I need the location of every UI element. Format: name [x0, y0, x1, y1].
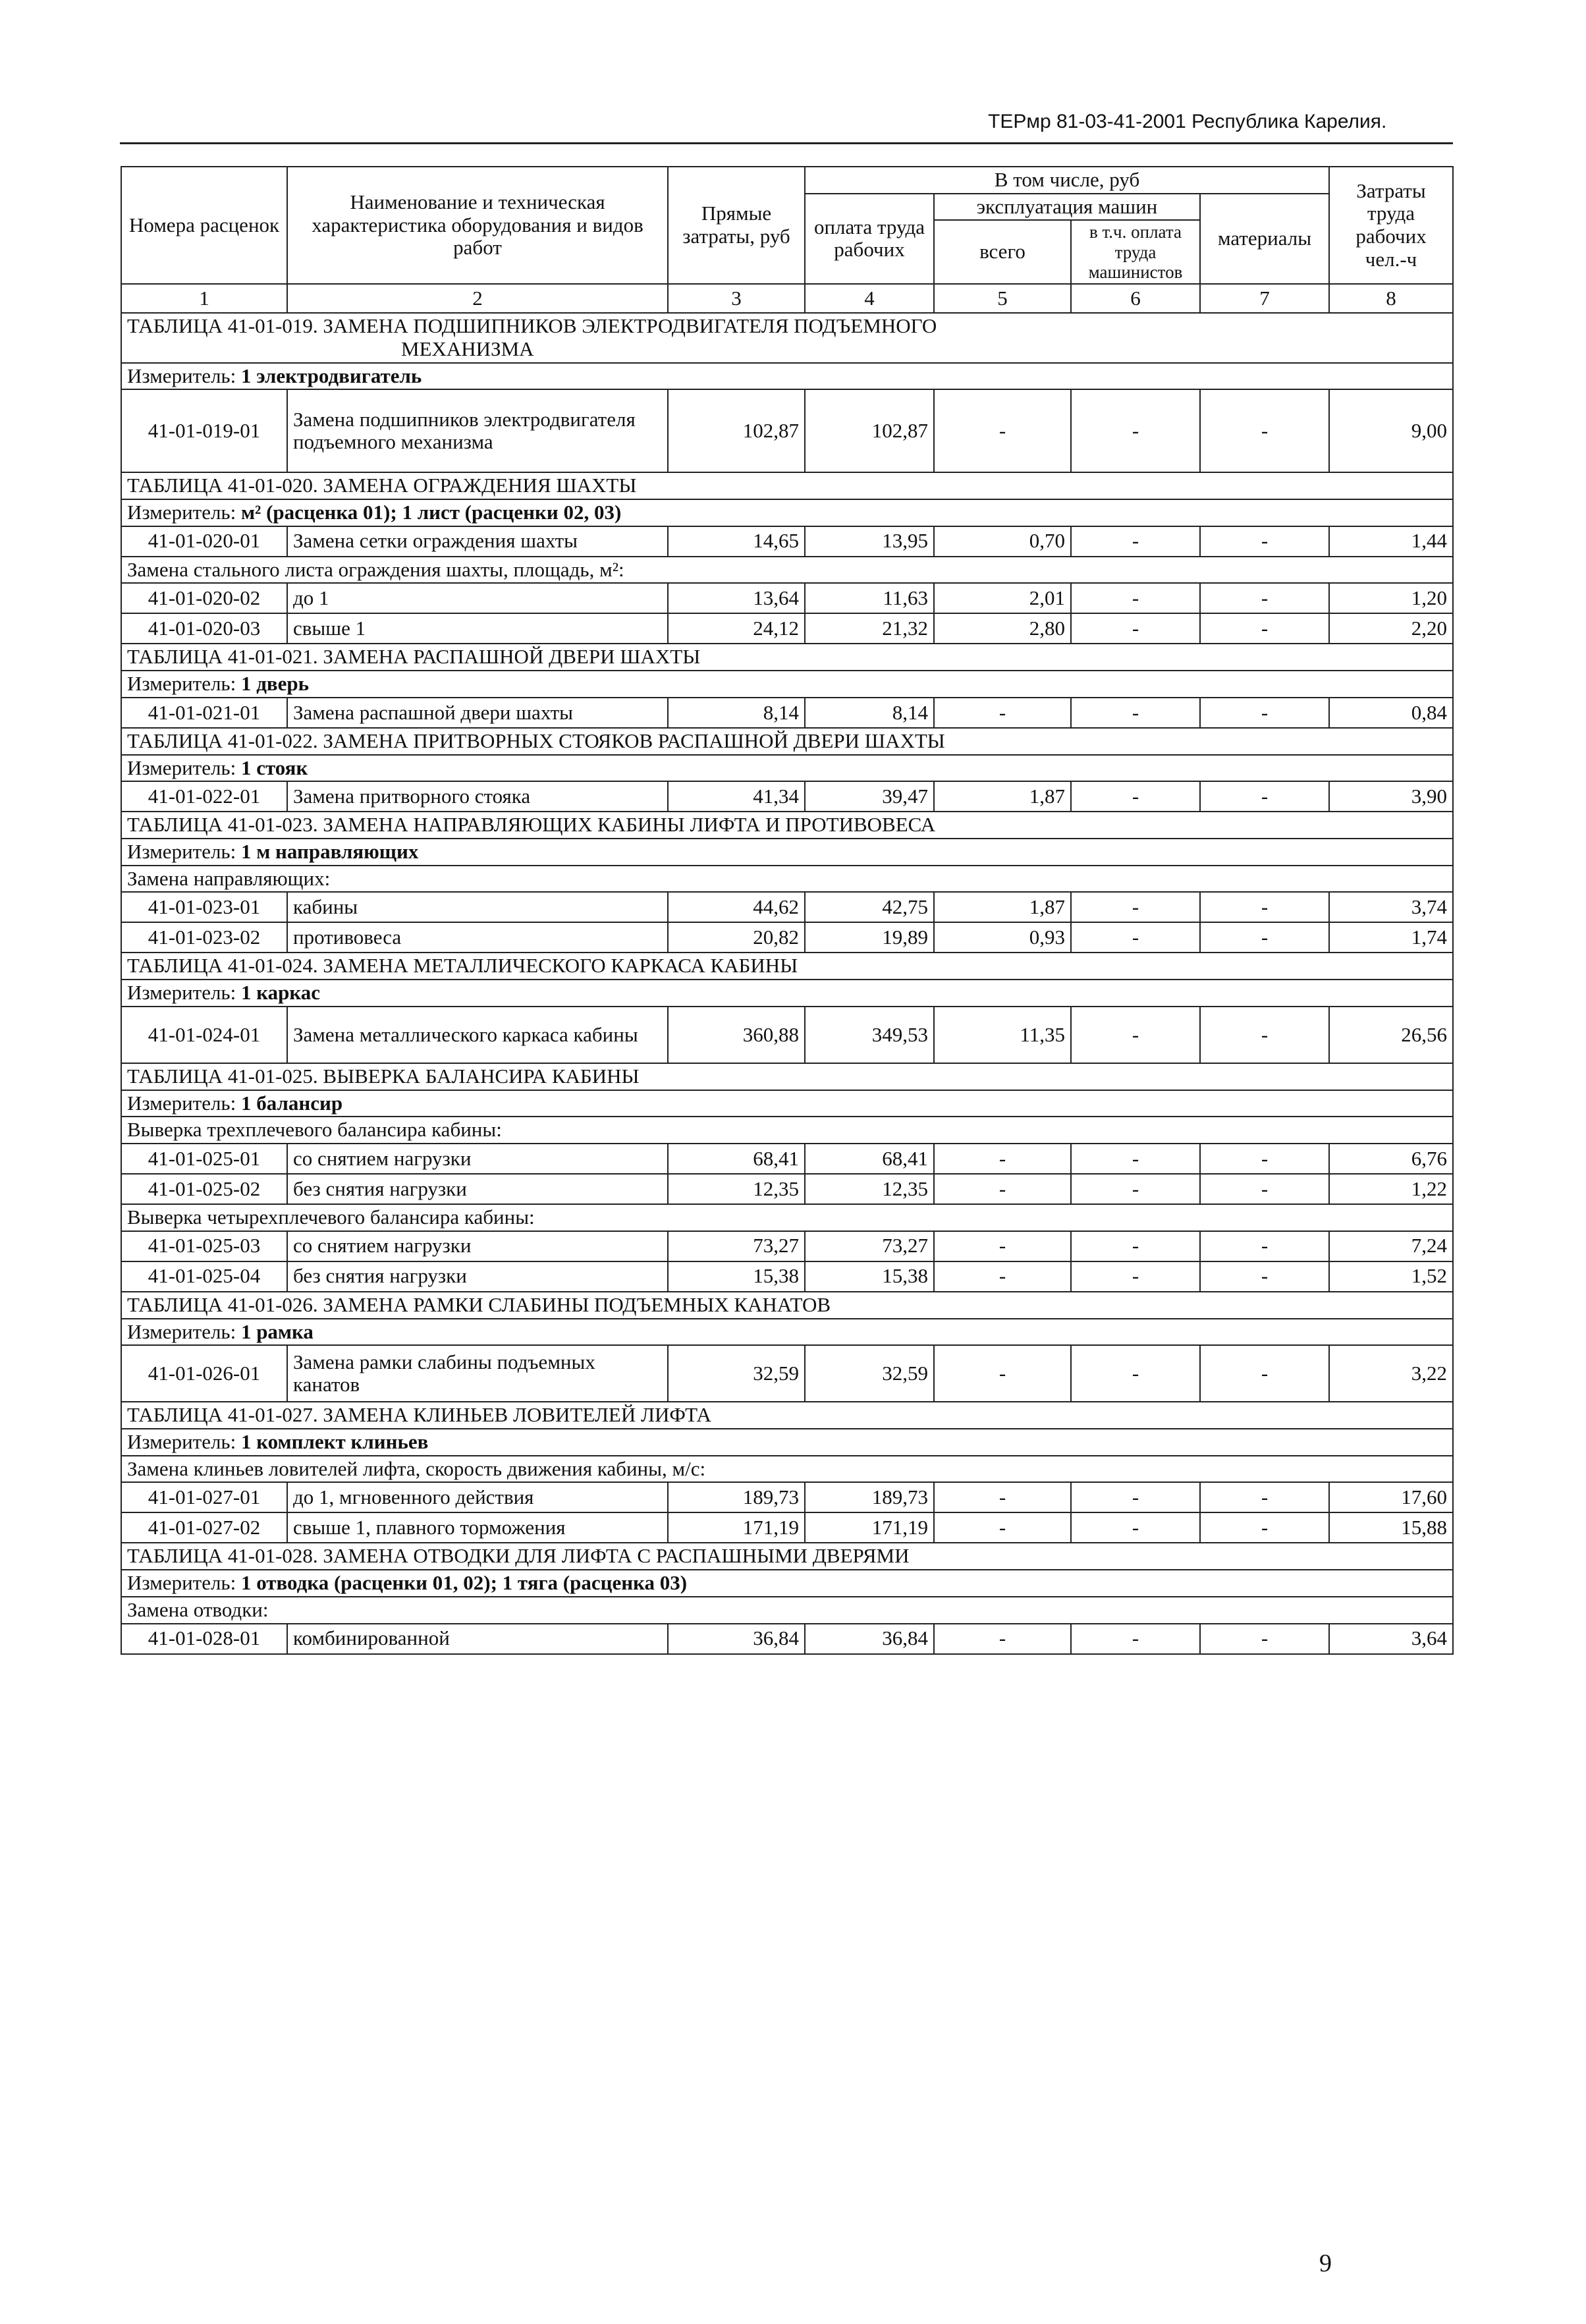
unit-value: 1 м направляющих — [240, 840, 419, 864]
unit-cell — [121, 1090, 1453, 1117]
table-title — [121, 1402, 1453, 1429]
col-header-hours: Затраты труда рабочих чел.-ч — [1329, 167, 1453, 284]
machines-cost: 0,93 — [934, 922, 1071, 953]
table-title-line: ТАБЛИЦА 41-01-022. ЗАМЕНА ПРИТВОРНЫХ СТОЯКОВ РАСПАШНОЙ ДВЕРИ ШАХТЫ — [127, 729, 945, 752]
table-row — [121, 1007, 1453, 1063]
labor-cost: 15,38 — [805, 1261, 934, 1292]
labor-hours: 0,84 — [1329, 698, 1453, 728]
table-row — [121, 1174, 1453, 1204]
machinists-cost: - — [1071, 583, 1200, 613]
machines-cost: - — [934, 1174, 1071, 1204]
labor-cost: 68,41 — [805, 1144, 934, 1174]
unit-row — [121, 1090, 1453, 1117]
machines-cost: - — [934, 389, 1071, 472]
table-title-row — [121, 1063, 1453, 1090]
table-title — [121, 1543, 1453, 1570]
machinists-cost: - — [1071, 1007, 1200, 1063]
table-row — [121, 1144, 1453, 1174]
unit-value: 1 отводка (расценки 01, 02); 1 тяга (расценка 03) — [240, 1571, 688, 1595]
subsection-row — [121, 1456, 1453, 1483]
table-title-line: ТАБЛИЦА 41-01-023. ЗАМЕНА НАПРАВЛЯЮЩИХ КАБИНЫ ЛИФТА И ПРОТИВОВЕСА — [127, 813, 936, 837]
machines-cost: - — [934, 1345, 1071, 1402]
subsection-title: Замена клиньев ловителей лифта, скорость движения кабины, м/с: — [121, 1456, 1453, 1483]
table-row — [121, 1482, 1453, 1512]
subsection-title: Замена направляющих: — [121, 866, 1453, 893]
labor-cost: 39,47 — [805, 781, 934, 812]
materials-cost: - — [1200, 698, 1329, 728]
table-title — [121, 1292, 1453, 1319]
rate-code: 41-01-027-01 — [121, 1482, 287, 1512]
work-name: Замена сетки ограждения шахты — [287, 526, 668, 557]
col-number: 5 — [934, 284, 1071, 313]
labor-cost: 21,32 — [805, 613, 934, 644]
rate-code: 41-01-025-03 — [121, 1231, 287, 1261]
unit-cell — [121, 671, 1453, 698]
work-name: противовеса — [287, 922, 668, 953]
subsection-row — [121, 1204, 1453, 1231]
direct-cost: 189,73 — [668, 1482, 805, 1512]
table-title — [121, 644, 1453, 671]
direct-cost: 13,64 — [668, 583, 805, 613]
table-row — [121, 781, 1453, 812]
unit-cell — [121, 499, 1453, 526]
col-header-machines: эксплуатация машин — [934, 194, 1200, 221]
materials-cost: - — [1200, 526, 1329, 557]
col-header-incl: В том числе, руб — [805, 167, 1329, 194]
table-title-row — [121, 313, 1453, 362]
labor-hours: 17,60 — [1329, 1482, 1453, 1512]
machinists-cost: - — [1071, 1624, 1200, 1654]
machinists-cost: - — [1071, 892, 1200, 922]
subsection-title: Выверка трехплечевого балансира кабины: — [121, 1117, 1453, 1144]
table-title-row — [121, 953, 1453, 980]
table-title-line: ТАБЛИЦА 41-01-019. ЗАМЕНА ПОДШИПНИКОВ ЭЛЕКТРОДВИГАТЕЛЯ ПОДЪЕМНОГО — [127, 314, 937, 338]
rate-code: 41-01-019-01 — [121, 389, 287, 472]
unit-label: Измеритель: — [127, 501, 236, 524]
col-header-labor: оплата труда рабочих — [805, 194, 934, 284]
direct-cost: 24,12 — [668, 613, 805, 644]
unit-label: Измеритель: — [127, 1091, 236, 1115]
table-row — [121, 583, 1453, 613]
labor-cost: 73,27 — [805, 1231, 934, 1261]
machinists-cost: - — [1071, 613, 1200, 644]
table-row — [121, 1231, 1453, 1261]
direct-cost: 44,62 — [668, 892, 805, 922]
work-name: без снятия нагрузки — [287, 1261, 668, 1292]
header-rule — [120, 142, 1453, 144]
labor-hours: 2,20 — [1329, 613, 1453, 644]
subsection-title: Замена отводки: — [121, 1597, 1453, 1624]
col-number: 7 — [1200, 284, 1329, 313]
unit-cell — [121, 1429, 1453, 1456]
rate-code: 41-01-020-02 — [121, 583, 287, 613]
work-name: Замена распашной двери шахты — [287, 698, 668, 728]
rates-table — [121, 166, 1454, 1655]
labor-cost: 19,89 — [805, 922, 934, 953]
direct-cost: 102,87 — [668, 389, 805, 472]
materials-cost: - — [1200, 389, 1329, 472]
labor-hours: 3,64 — [1329, 1624, 1453, 1654]
unit-value: 1 стояк — [240, 756, 308, 779]
work-name: до 1 — [287, 583, 668, 613]
direct-cost: 73,27 — [668, 1231, 805, 1261]
col-number: 1 — [121, 284, 287, 313]
labor-hours: 3,74 — [1329, 892, 1453, 922]
table-title-line: ТАБЛИЦА 41-01-020. ЗАМЕНА ОГРАЖДЕНИЯ ШАХТЫ — [127, 474, 637, 497]
work-name: Замена металлического каркаса кабины — [287, 1007, 668, 1063]
unit-value: 1 электродвигатель — [240, 364, 422, 387]
table-title — [121, 728, 1453, 755]
labor-hours: 1,22 — [1329, 1174, 1453, 1204]
table-row — [121, 892, 1453, 922]
machines-cost: - — [934, 1624, 1071, 1654]
table-title-line: ТАБЛИЦА 41-01-027. ЗАМЕНА КЛИНЬЕВ ЛОВИТЕЛЕЙ ЛИФТА — [127, 1403, 711, 1427]
subsection-title: Замена стального листа ограждения шахты, площадь, м²: — [121, 557, 1453, 584]
labor-hours: 3,22 — [1329, 1345, 1453, 1402]
work-name: со снятием нагрузки — [287, 1144, 668, 1174]
table-title — [121, 953, 1453, 980]
labor-cost: 12,35 — [805, 1174, 934, 1204]
table-title-row — [121, 644, 1453, 671]
labor-cost: 349,53 — [805, 1007, 934, 1063]
rate-code: 41-01-022-01 — [121, 781, 287, 812]
unit-label: Измеритель: — [127, 364, 236, 387]
unit-value: 1 балансир — [240, 1091, 343, 1115]
subsection-row — [121, 557, 1453, 584]
unit-cell — [121, 1570, 1453, 1597]
materials-cost: - — [1200, 922, 1329, 953]
labor-hours: 1,74 — [1329, 922, 1453, 953]
machinists-cost: - — [1071, 1231, 1200, 1261]
machinists-cost: - — [1071, 1482, 1200, 1512]
direct-cost: 36,84 — [668, 1624, 805, 1654]
table-title — [121, 1063, 1453, 1090]
unit-row — [121, 1319, 1453, 1346]
rate-code: 41-01-023-02 — [121, 922, 287, 953]
direct-cost: 68,41 — [668, 1144, 805, 1174]
labor-cost: 36,84 — [805, 1624, 934, 1654]
unit-row — [121, 363, 1453, 390]
materials-cost: - — [1200, 781, 1329, 812]
unit-label: Измеритель: — [127, 756, 236, 779]
unit-row — [121, 839, 1453, 866]
table-row — [121, 389, 1453, 472]
machinists-cost: - — [1071, 781, 1200, 812]
materials-cost: - — [1200, 583, 1329, 613]
column-number-row — [121, 284, 1453, 313]
materials-cost: - — [1200, 1261, 1329, 1292]
table-row — [121, 613, 1453, 644]
unit-row — [121, 1429, 1453, 1456]
materials-cost: - — [1200, 1512, 1329, 1543]
table-title-line: ТАБЛИЦА 41-01-026. ЗАМЕНА РАМКИ СЛАБИНЫ ПОДЪЕМНЫХ КАНАТОВ — [127, 1292, 831, 1316]
machinists-cost: - — [1071, 1174, 1200, 1204]
table-row — [121, 922, 1453, 953]
unit-label: Измеритель: — [127, 672, 236, 696]
machines-cost: 2,01 — [934, 583, 1071, 613]
labor-hours: 15,88 — [1329, 1512, 1453, 1543]
table-title-line: МЕХАНИЗМА — [401, 337, 534, 360]
labor-hours: 7,24 — [1329, 1231, 1453, 1261]
unit-cell — [121, 363, 1453, 390]
table-title-row — [121, 728, 1453, 755]
unit-row — [121, 1570, 1453, 1597]
table-header — [121, 167, 1453, 313]
machines-cost: - — [934, 1144, 1071, 1174]
machines-cost: - — [934, 1482, 1071, 1512]
col-header-materials: материалы — [1200, 194, 1329, 284]
table-row — [121, 1512, 1453, 1543]
unit-row — [121, 980, 1453, 1007]
machines-cost: - — [934, 1231, 1071, 1261]
materials-cost: - — [1200, 1174, 1329, 1204]
machinists-cost: - — [1071, 1512, 1200, 1543]
work-name: свыше 1, плавного торможения — [287, 1512, 668, 1543]
machines-cost: 1,87 — [934, 781, 1071, 812]
unit-label: Измеритель: — [127, 1319, 236, 1343]
labor-hours: 9,00 — [1329, 389, 1453, 472]
col-number: 2 — [287, 284, 668, 313]
unit-label: Измеритель: — [127, 1429, 236, 1453]
machines-cost: 2,80 — [934, 613, 1071, 644]
labor-cost: 171,19 — [805, 1512, 934, 1543]
subsection-row — [121, 1597, 1453, 1624]
unit-label: Измеритель: — [127, 981, 236, 1005]
unit-value: 1 рамка — [240, 1319, 314, 1343]
rate-code: 41-01-021-01 — [121, 698, 287, 728]
col-header-name: Наименование и техническая характеристика оборудования и видов работ — [287, 167, 668, 284]
materials-cost: - — [1200, 1231, 1329, 1261]
direct-cost: 12,35 — [668, 1174, 805, 1204]
table-title-line: ТАБЛИЦА 41-01-021. ЗАМЕНА РАСПАШНОЙ ДВЕРИ ШАХТЫ — [127, 645, 701, 669]
labor-hours: 6,76 — [1329, 1144, 1453, 1174]
work-name: Замена подшипников электродвигателя подъемного механизма — [287, 389, 668, 472]
rate-code: 41-01-028-01 — [121, 1624, 287, 1654]
machines-cost: 0,70 — [934, 526, 1071, 557]
machines-cost: 11,35 — [934, 1007, 1071, 1063]
work-name: комбинированной — [287, 1624, 668, 1654]
labor-hours: 1,20 — [1329, 583, 1453, 613]
col-number: 8 — [1329, 284, 1453, 313]
rate-code: 41-01-020-01 — [121, 526, 287, 557]
rate-code: 41-01-020-03 — [121, 613, 287, 644]
machinists-cost: - — [1071, 922, 1200, 953]
work-name: Замена рамки слабины подъемных канатов — [287, 1345, 668, 1402]
rate-code: 41-01-024-01 — [121, 1007, 287, 1063]
col-header-machinists: в т.ч. оплата труда машинистов — [1071, 220, 1200, 284]
materials-cost: - — [1200, 1482, 1329, 1512]
table-row — [121, 1345, 1453, 1402]
col-number: 6 — [1071, 284, 1200, 313]
table-title — [121, 812, 1453, 839]
labor-hours: 1,52 — [1329, 1261, 1453, 1292]
unit-cell — [121, 839, 1453, 866]
table-row — [121, 1261, 1453, 1292]
labor-cost: 8,14 — [805, 698, 934, 728]
table-title — [121, 472, 1453, 499]
rate-code: 41-01-027-02 — [121, 1512, 287, 1543]
unit-value: 1 комплект клиньев — [240, 1429, 429, 1453]
labor-cost: 13,95 — [805, 526, 934, 557]
document-header: ТЕРмр 81-03-41-2001 Республика Карелия. — [988, 111, 1387, 132]
rate-code: 41-01-025-04 — [121, 1261, 287, 1292]
subsection-row — [121, 866, 1453, 893]
materials-cost: - — [1200, 1345, 1329, 1402]
work-name: до 1, мгновенного действия — [287, 1482, 668, 1512]
page-number: 9 — [1319, 2250, 1332, 2277]
table-title-row — [121, 1292, 1453, 1319]
direct-cost: 360,88 — [668, 1007, 805, 1063]
direct-cost: 171,19 — [668, 1512, 805, 1543]
materials-cost: - — [1200, 1624, 1329, 1654]
materials-cost: - — [1200, 1007, 1329, 1063]
col-header-machines-total: всего — [934, 220, 1071, 284]
unit-label: Измеритель: — [127, 840, 236, 864]
table-row — [121, 698, 1453, 728]
work-name: без снятия нагрузки — [287, 1174, 668, 1204]
unit-row — [121, 755, 1453, 782]
labor-hours: 1,44 — [1329, 526, 1453, 557]
table-title-line: ТАБЛИЦА 41-01-024. ЗАМЕНА МЕТАЛЛИЧЕСКОГО КАРКАСА КАБИНЫ — [127, 954, 798, 978]
machinists-cost: - — [1071, 1261, 1200, 1292]
direct-cost: 32,59 — [668, 1345, 805, 1402]
machinists-cost: - — [1071, 526, 1200, 557]
table-title-row — [121, 1402, 1453, 1429]
direct-cost: 8,14 — [668, 698, 805, 728]
machines-cost: - — [934, 1261, 1071, 1292]
machinists-cost: - — [1071, 698, 1200, 728]
table-title-row — [121, 812, 1453, 839]
unit-value: 1 каркас — [240, 981, 320, 1005]
machinists-cost: - — [1071, 389, 1200, 472]
rate-code: 41-01-025-01 — [121, 1144, 287, 1174]
unit-cell — [121, 980, 1453, 1007]
direct-cost: 41,34 — [668, 781, 805, 812]
materials-cost: - — [1200, 613, 1329, 644]
table-title-row — [121, 472, 1453, 499]
direct-cost: 20,82 — [668, 922, 805, 953]
table-title-row — [121, 1543, 1453, 1570]
machinists-cost: - — [1071, 1345, 1200, 1402]
labor-cost: 11,63 — [805, 583, 934, 613]
unit-cell — [121, 755, 1453, 782]
col-number: 3 — [668, 284, 805, 313]
direct-cost: 15,38 — [668, 1261, 805, 1292]
unit-value: м² (расценка 01); 1 лист (расценки 02, 03) — [240, 501, 622, 524]
materials-cost: - — [1200, 1144, 1329, 1174]
machines-cost: 1,87 — [934, 892, 1071, 922]
work-name: кабины — [287, 892, 668, 922]
materials-cost: - — [1200, 892, 1329, 922]
unit-value: 1 дверь — [240, 672, 310, 696]
col-header-direct: Прямые затраты, руб — [668, 167, 805, 284]
table-row — [121, 1624, 1453, 1654]
subsection-title: Выверка четырехплечевого балансира кабины: — [121, 1204, 1453, 1231]
labor-cost: 32,59 — [805, 1345, 934, 1402]
table-body — [121, 313, 1453, 1653]
rate-code: 41-01-023-01 — [121, 892, 287, 922]
work-name: Замена притворного стояка — [287, 781, 668, 812]
table-title-line: ТАБЛИЦА 41-01-025. ВЫВЕРКА БАЛАНСИРА КАБИНЫ — [127, 1064, 640, 1088]
direct-cost: 14,65 — [668, 526, 805, 557]
unit-cell — [121, 1319, 1453, 1346]
labor-cost: 42,75 — [805, 892, 934, 922]
table-row — [121, 526, 1453, 557]
machines-cost: - — [934, 698, 1071, 728]
unit-row — [121, 499, 1453, 526]
labor-hours: 26,56 — [1329, 1007, 1453, 1063]
col-number: 4 — [805, 284, 934, 313]
rate-code: 41-01-025-02 — [121, 1174, 287, 1204]
machines-cost: - — [934, 1512, 1071, 1543]
table-title-line: ТАБЛИЦА 41-01-028. ЗАМЕНА ОТВОДКИ ДЛЯ ЛИФТА С РАСПАШНЫМИ ДВЕРЯМИ — [127, 1544, 910, 1568]
subsection-row — [121, 1117, 1453, 1144]
table-title — [121, 313, 1453, 362]
labor-hours: 3,90 — [1329, 781, 1453, 812]
unit-label: Измеритель: — [127, 1571, 236, 1595]
work-name: со снятием нагрузки — [287, 1231, 668, 1261]
work-name: свыше 1 — [287, 613, 668, 644]
labor-cost: 102,87 — [805, 389, 934, 472]
machinists-cost: - — [1071, 1144, 1200, 1174]
labor-cost: 189,73 — [805, 1482, 934, 1512]
rate-code: 41-01-026-01 — [121, 1345, 287, 1402]
unit-row — [121, 671, 1453, 698]
col-header-code: Номера расценок — [121, 167, 287, 284]
